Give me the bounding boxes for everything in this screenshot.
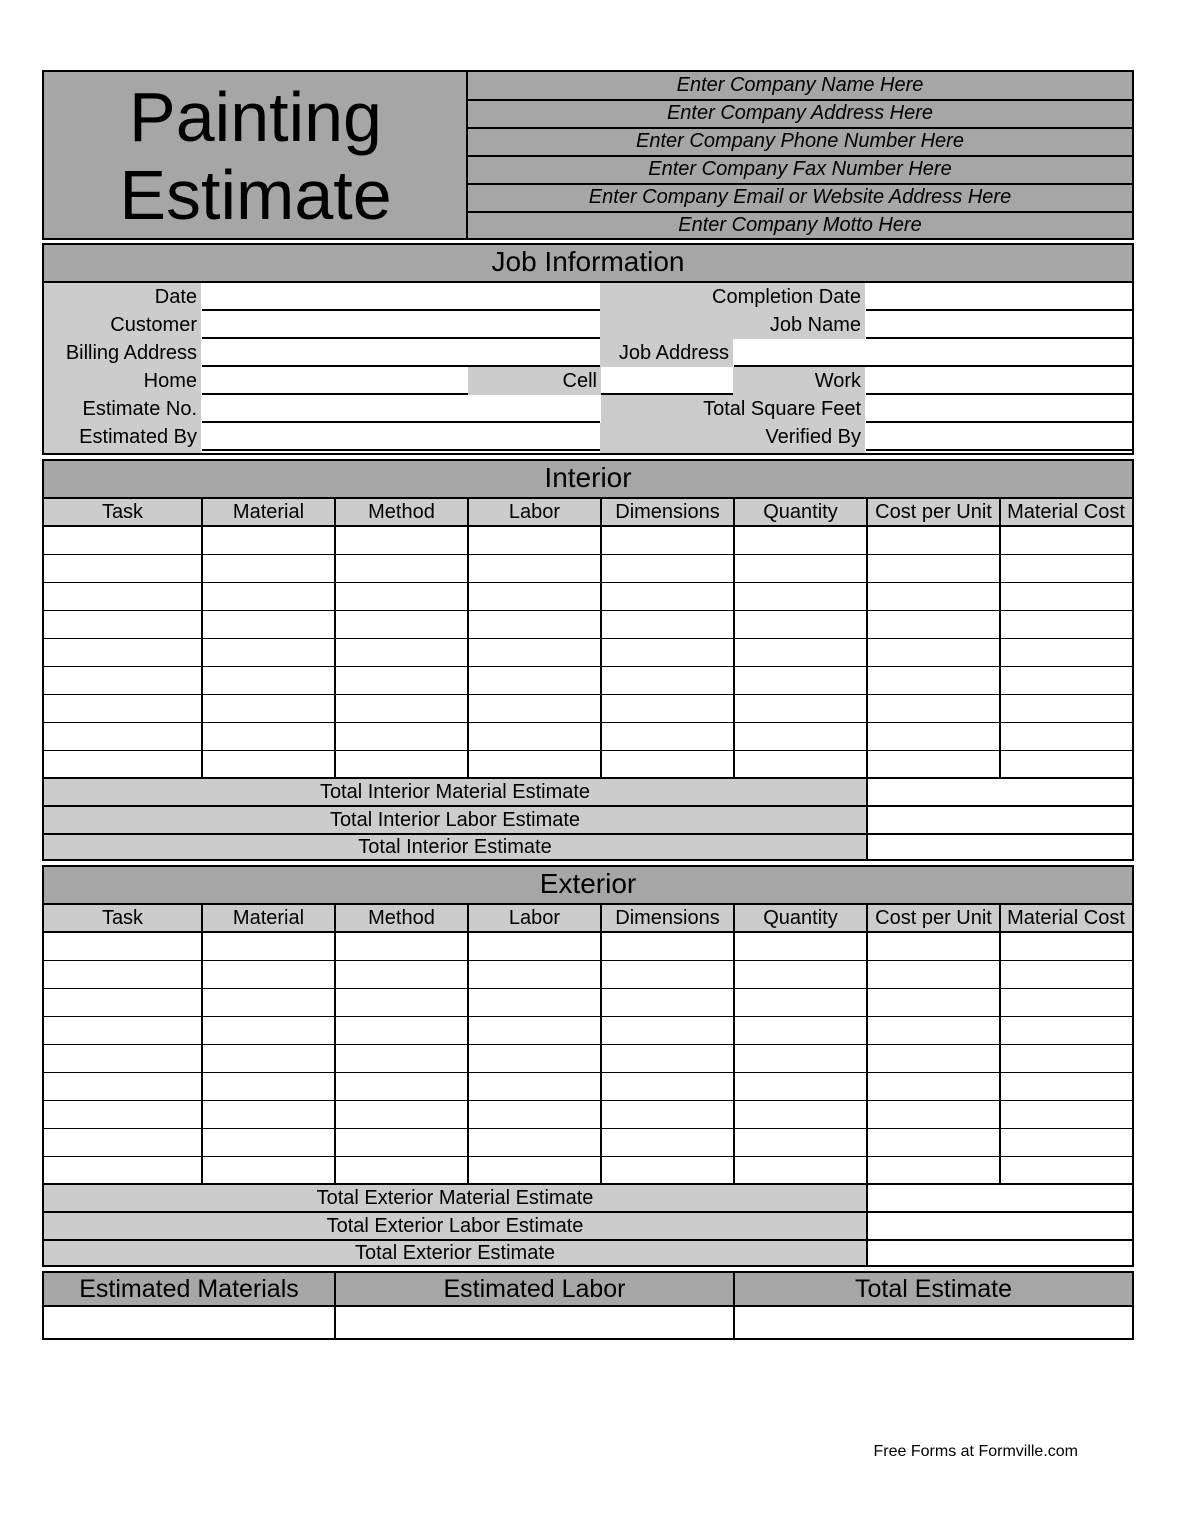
interior-col-quantity: Quantity — [763, 501, 838, 523]
estimated-labor-label: Estimated Labor — [443, 1275, 626, 1303]
completion-date-field[interactable] — [866, 283, 1132, 311]
interior-section — [42, 459, 1134, 861]
job-name-label: Job Name — [769, 314, 861, 336]
date-label: Date — [154, 286, 197, 308]
billing-address-field[interactable] — [202, 339, 600, 367]
company-fax[interactable]: Enter Company Fax Number Here — [648, 158, 952, 180]
exterior-col-dimensions: Dimensions — [615, 907, 720, 929]
verified-by-label: Verified By — [765, 426, 861, 448]
total-interior-material-label: Total Interior Material Estimate — [319, 781, 591, 803]
job-information-heading: Job Information — [44, 245, 1132, 281]
estimated-by-field[interactable] — [202, 423, 600, 451]
total-interior-labor-label: Total Interior Labor Estimate — [329, 809, 581, 831]
home-label: Home — [143, 370, 197, 392]
total-exterior-labor-label: Total Exterior Labor Estimate — [326, 1215, 584, 1237]
customer-field[interactable] — [202, 311, 600, 339]
job-name-field[interactable] — [866, 311, 1132, 339]
exterior-col-task: Task — [101, 907, 144, 929]
total-interior-labor-field[interactable] — [868, 807, 1132, 833]
interior-col-task: Task — [101, 501, 144, 523]
exterior-col-quantity: Quantity — [763, 907, 838, 929]
company-panel — [468, 72, 1132, 238]
estimated-materials-field[interactable] — [44, 1307, 334, 1338]
job-information-section — [42, 243, 1134, 455]
interior-col-labor: Labor — [508, 501, 561, 523]
billing-address-label: Billing Address — [65, 342, 197, 364]
customer-label: Customer — [110, 314, 197, 336]
estimate-no-field[interactable] — [202, 395, 600, 423]
exterior-col-labor: Labor — [508, 907, 561, 929]
company-name[interactable]: Enter Company Name Here — [676, 74, 924, 96]
company-motto[interactable]: Enter Company Motto Here — [678, 214, 922, 236]
summary-section — [42, 1271, 1134, 1340]
interior-col-dimensions: Dimensions — [615, 501, 720, 523]
company-email[interactable]: Enter Company Email or Website Address Here — [588, 186, 1012, 208]
interior-heading: Interior — [44, 461, 1132, 497]
exterior-col-material-cost: Material Cost — [1007, 907, 1125, 929]
footer-credit[interactable]: Free Forms at Formville.com — [873, 1443, 1078, 1460]
total-interior-material-field[interactable] — [868, 779, 1132, 805]
completion-date-label: Completion Date — [712, 286, 861, 308]
estimate-no-label: Estimate No. — [82, 398, 197, 420]
total-square-feet-field[interactable] — [866, 395, 1132, 423]
exterior-heading: Exterior — [44, 867, 1132, 903]
total-exterior-material-field[interactable] — [868, 1185, 1132, 1211]
cell-label: Cell — [562, 370, 597, 392]
estimated-by-label: Estimated By — [79, 426, 197, 448]
exterior-col-material: Material — [232, 907, 305, 929]
total-interior-label: Total Interior Estimate — [358, 836, 552, 858]
total-square-feet-label: Total Square Feet — [703, 398, 861, 420]
exterior-col-cost-per-unit: Cost per Unit — [875, 907, 992, 929]
company-address[interactable]: Enter Company Address Here — [666, 102, 934, 124]
total-estimate-field[interactable] — [735, 1307, 1132, 1338]
work-field[interactable] — [866, 367, 1132, 395]
interior-grid[interactable] — [44, 527, 1132, 777]
estimated-labor-field[interactable] — [336, 1307, 733, 1338]
total-estimate-label: Total Estimate — [854, 1275, 1012, 1303]
job-address-field[interactable] — [734, 339, 1132, 367]
company-phone[interactable]: Enter Company Phone Number Here — [636, 130, 964, 152]
date-field[interactable] — [202, 283, 600, 311]
page-title-line1: Painting — [129, 78, 382, 156]
total-exterior-material-label: Total Exterior Material Estimate — [316, 1187, 594, 1209]
exterior-col-method: Method — [368, 907, 435, 929]
home-field[interactable] — [202, 367, 468, 395]
cell-field[interactable] — [601, 367, 733, 395]
page-title-line2: Estimate — [119, 156, 392, 234]
title-panel — [44, 72, 467, 238]
estimated-materials-label: Estimated Materials — [79, 1275, 299, 1303]
interior-col-method: Method — [368, 501, 435, 523]
exterior-section — [42, 865, 1134, 1267]
exterior-grid[interactable] — [44, 933, 1132, 1183]
work-label: Work — [814, 370, 861, 392]
total-exterior-label: Total Exterior Estimate — [354, 1242, 556, 1264]
interior-col-cost-per-unit: Cost per Unit — [875, 501, 992, 523]
interior-col-material: Material — [232, 501, 305, 523]
verified-by-field[interactable] — [866, 423, 1132, 451]
total-interior-field[interactable] — [868, 835, 1132, 859]
total-exterior-labor-field[interactable] — [868, 1213, 1132, 1239]
header-block — [42, 70, 1134, 240]
interior-col-material-cost: Material Cost — [1007, 501, 1125, 523]
total-exterior-field[interactable] — [868, 1241, 1132, 1265]
job-address-label: Job Address — [618, 342, 729, 364]
